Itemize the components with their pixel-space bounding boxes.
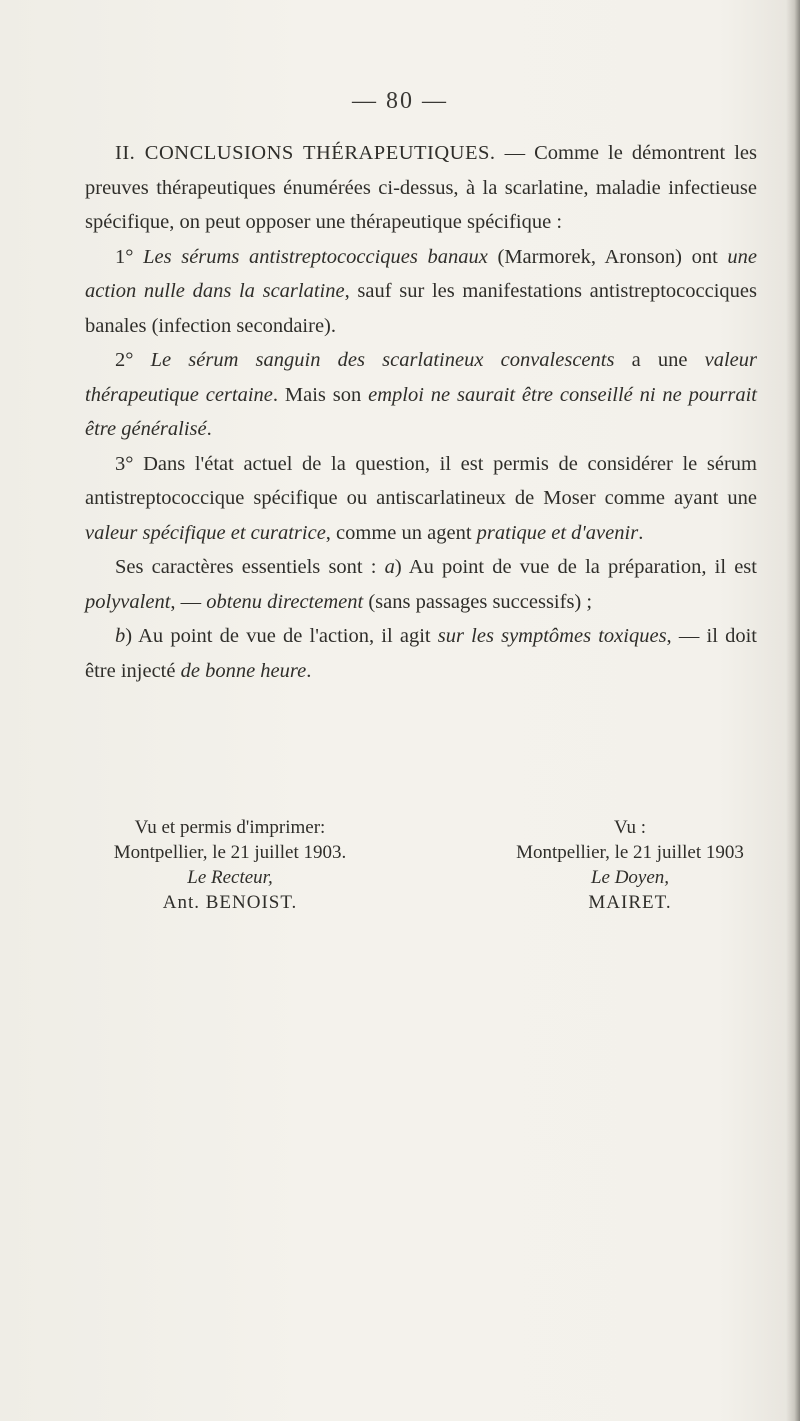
item-text: , sauf sur les manifestations antistreptococciques banales (infection secondaire). xyxy=(85,280,758,337)
signature-name: MAIRET. xyxy=(588,892,672,913)
item-text: a une xyxy=(614,349,705,371)
signature-line: Vu et permis d'imprimer: xyxy=(134,817,326,838)
characteristics-italic: de bonne heure xyxy=(180,659,307,682)
signature-block-doyen xyxy=(480,815,780,915)
characteristics-text: . xyxy=(306,659,312,682)
signature-date: Montpellier, le 21 juillet 1903 xyxy=(516,842,744,863)
characteristics-italic: obtenu directement xyxy=(206,590,364,613)
item-italic: Le sérum sanguin des scarlatineux convalescents xyxy=(150,349,615,371)
body-text xyxy=(85,136,757,688)
characteristics-text: , — xyxy=(170,590,207,613)
item-italic: Les sérums antistreptococciques banaux xyxy=(143,245,488,268)
characteristics-text: , — il doit être injecté xyxy=(85,625,757,682)
item-text: (Marmorek, Aronson) ont xyxy=(487,245,728,268)
characteristics-text: ) Au point de vue de l'action, il agit xyxy=(125,625,438,647)
signature-title-text: Le Recteur, xyxy=(187,867,273,888)
section-heading: II. CONCLUSIONS THÉRAPEUTIQUES. xyxy=(115,142,496,164)
item-text: , comme un agent xyxy=(325,521,477,544)
signature-date: Montpellier, le 21 juillet 1903. xyxy=(113,842,347,863)
item-text: Dans l'état actuel de la question, il est permis de considérer le sérum antistreptococcique spécifique ou antiscarlatineux de Moser comme ayant une xyxy=(85,452,758,509)
item-text: . xyxy=(638,521,644,544)
list-item xyxy=(85,447,757,551)
characteristics-paragraph-b xyxy=(85,619,757,688)
signature-title xyxy=(80,865,380,890)
item-text: . Mais son xyxy=(272,383,369,406)
item-italic: valeur spécifique et curatrice xyxy=(85,521,326,544)
item-italic: emploi ne saurait être conseillé ni ne pourrait être généralisé xyxy=(85,383,757,440)
item-italic: valeur thérapeutique certaine xyxy=(85,349,758,406)
characteristics-italic: polyvalent xyxy=(85,590,171,613)
characteristics-paragraph-a xyxy=(85,550,757,619)
list-item xyxy=(85,343,757,447)
item-number: 2° xyxy=(115,349,134,371)
signature-title-text: Le Doyen, xyxy=(590,867,670,888)
signature-name: Ant. BENOIST. xyxy=(162,892,298,913)
item-number: 1° xyxy=(115,245,134,268)
page-edge-shadow xyxy=(786,0,800,1421)
item-italic: pratique et d'avenir xyxy=(476,521,639,544)
item-number: 3° xyxy=(115,452,134,475)
item-text: . xyxy=(206,418,212,440)
signature-title xyxy=(480,865,780,890)
label-a: a xyxy=(384,556,395,578)
page-number: — 80 — xyxy=(352,88,448,114)
section-paragraph xyxy=(85,136,757,240)
signature-line: Vu : xyxy=(613,817,647,838)
characteristics-italic: sur les symptômes toxiques xyxy=(437,625,667,647)
item-italic: une action nulle dans la scarlatine xyxy=(85,245,758,302)
characteristics-text: ) Au point de vue de la préparation, il est xyxy=(394,556,757,578)
characteristics-text: (sans passages successifs) ; xyxy=(363,590,593,613)
section-intro: — Comme le démontrent les preuves thérapeutiques énumérées ci-dessus, à la scarlatine, maladie infectieuse spécifique, on peut opposer une thérapeutique spécifique : xyxy=(85,142,758,233)
characteristics-text: Ses caractères essentiels sont : xyxy=(115,556,385,578)
list-item xyxy=(85,240,757,344)
signature-block-recteur xyxy=(80,815,380,915)
label-b: b xyxy=(115,625,126,647)
